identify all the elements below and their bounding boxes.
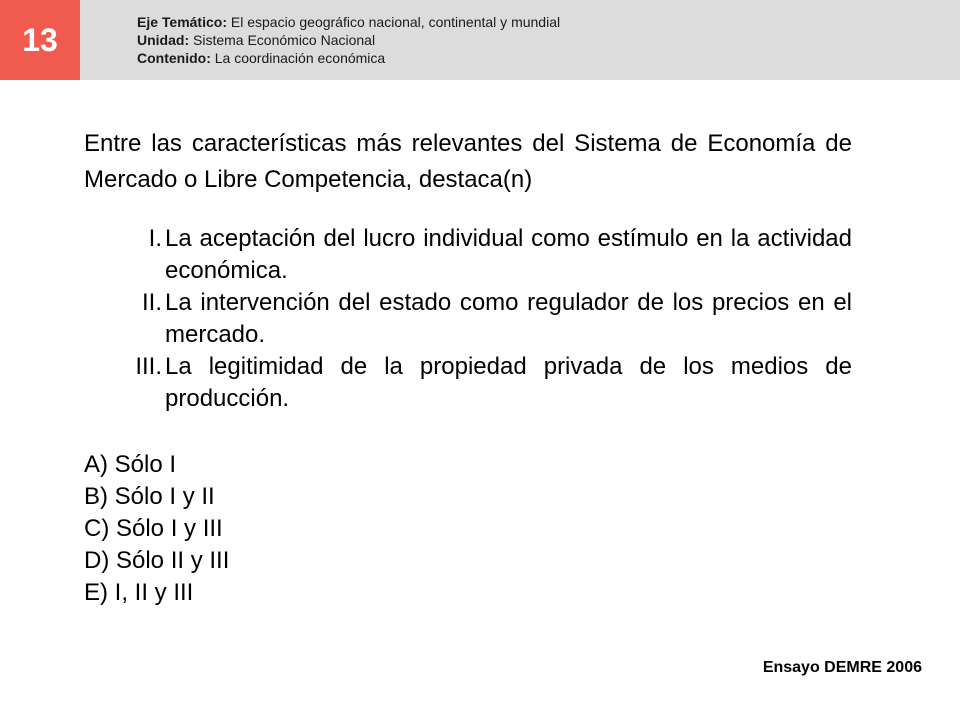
unidad-label: Unidad: (137, 32, 190, 48)
statement-text: La intervención del estado como regulador de los precios en el mercado. (165, 289, 852, 348)
statement-text: La aceptación del lucro individual como estímulo en la actividad económica. (165, 225, 852, 284)
eje-tematico-value: El espacio geográfico nacional, continental y mundial (230, 14, 561, 30)
header-meta (137, 13, 560, 67)
option-e: E) I, II y III (84, 579, 194, 606)
option-b: B) Sólo I y II (84, 483, 215, 510)
contenido-value: La coordinación económica (214, 50, 386, 66)
statement-text: La legitimidad de la propiedad privada de los medios de producción. (165, 353, 852, 412)
eje-tematico-line (137, 13, 560, 31)
statement-numeral: II. (141, 289, 162, 316)
statement-numeral: I. (148, 225, 162, 252)
eje-tematico-label: Eje Temático: (137, 14, 227, 30)
statement-item (113, 223, 852, 287)
source-note: Ensayo DEMRE 2006 (762, 659, 922, 676)
statement-numeral: III. (135, 353, 162, 380)
option-a: A) Sólo I (84, 451, 177, 478)
unidad-line (137, 31, 560, 49)
answer-options (84, 449, 229, 609)
unidad-value: Sistema Económico Nacional (193, 32, 376, 48)
question-stem: Entre las características más relevantes del Sistema de Economía de Mercado o Libre Competencia, destaca(n) (84, 130, 852, 193)
option-d: D) Sólo II y III (84, 547, 230, 574)
statement-item (113, 287, 852, 351)
option-c: C) Sólo I y III (84, 515, 223, 542)
question-number-badge: 13 (0, 0, 80, 80)
contenido-label: Contenido: (137, 50, 211, 66)
statement-list (113, 223, 852, 415)
statement-item (113, 351, 852, 415)
contenido-line (137, 49, 560, 67)
